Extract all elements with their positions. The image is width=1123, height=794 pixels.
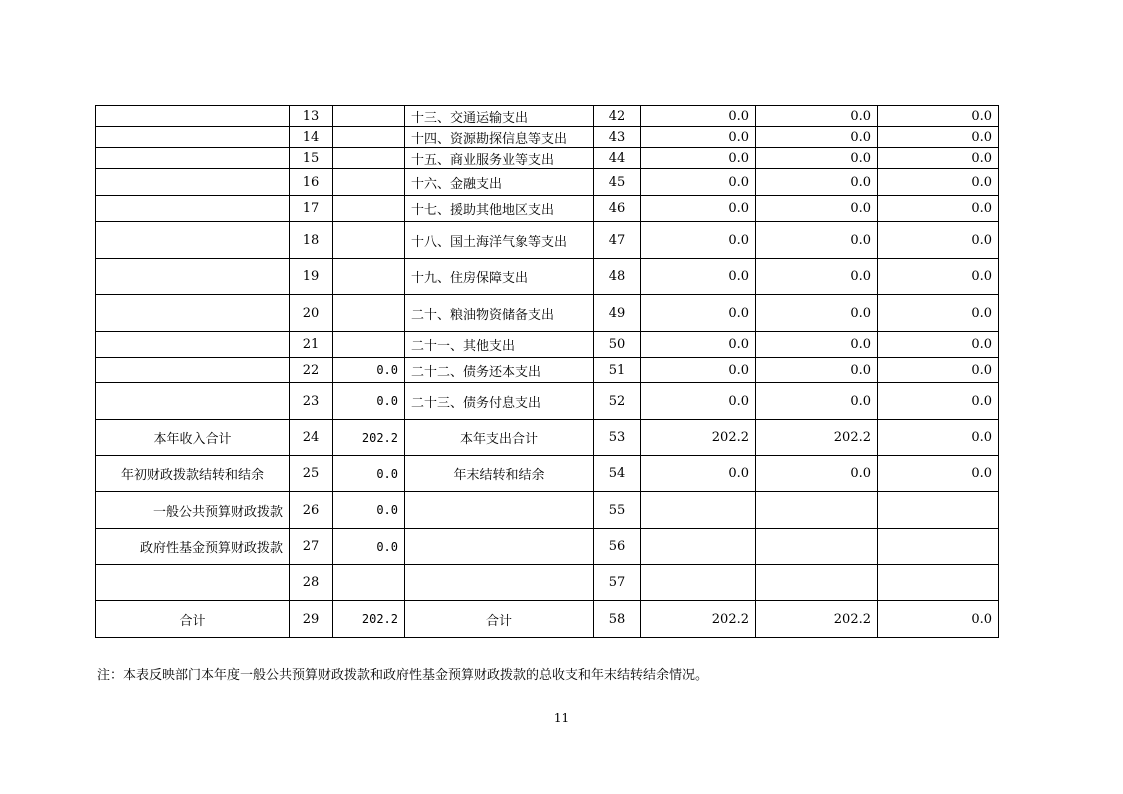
income-line-cell: 18 bbox=[290, 222, 333, 259]
general-budget-cell: 0.0 bbox=[756, 456, 878, 492]
table-row bbox=[96, 127, 999, 148]
general-budget-cell bbox=[756, 565, 878, 601]
expense-line-cell: 51 bbox=[594, 358, 641, 383]
income-amount-cell: 202.2 bbox=[333, 420, 405, 456]
expense-line-cell: 45 bbox=[594, 169, 641, 196]
general-budget-cell: 0.0 bbox=[756, 259, 878, 295]
expense-item-cell: 十九、住房保障支出 bbox=[405, 259, 594, 295]
income-line-cell: 20 bbox=[290, 295, 333, 332]
expense-line-cell: 47 bbox=[594, 222, 641, 259]
expense-line-cell: 57 bbox=[594, 565, 641, 601]
expense-total-cell: 0.0 bbox=[641, 148, 756, 169]
income-amount-cell bbox=[333, 169, 405, 196]
income-amount-cell bbox=[333, 222, 405, 259]
table-row bbox=[96, 383, 999, 420]
table-row bbox=[96, 106, 999, 127]
gov-fund-cell bbox=[878, 565, 999, 601]
gov-fund-cell: 0.0 bbox=[878, 196, 999, 222]
income-amount-cell bbox=[333, 148, 405, 169]
income-item-cell bbox=[96, 196, 290, 222]
general-budget-cell: 0.0 bbox=[756, 106, 878, 127]
expense-item-cell bbox=[405, 492, 594, 529]
income-amount-cell: 0.0 bbox=[333, 358, 405, 383]
income-item-cell: 本年收入合计 bbox=[96, 420, 290, 456]
income-line-cell: 27 bbox=[290, 529, 333, 565]
table-row bbox=[96, 601, 999, 638]
expense-item-cell: 本年支出合计 bbox=[405, 420, 594, 456]
table-row bbox=[96, 196, 999, 222]
income-line-cell: 29 bbox=[290, 601, 333, 638]
expense-total-cell bbox=[641, 492, 756, 529]
expense-total-cell: 0.0 bbox=[641, 169, 756, 196]
general-budget-cell: 202.2 bbox=[756, 420, 878, 456]
expense-line-cell: 44 bbox=[594, 148, 641, 169]
general-budget-cell: 0.0 bbox=[756, 383, 878, 420]
income-amount-cell bbox=[333, 259, 405, 295]
expense-line-cell: 48 bbox=[594, 259, 641, 295]
gov-fund-cell bbox=[878, 529, 999, 565]
expense-item-cell: 年末结转和结余 bbox=[405, 456, 594, 492]
income-line-cell: 28 bbox=[290, 565, 333, 601]
expense-line-cell: 43 bbox=[594, 127, 641, 148]
income-amount-cell bbox=[333, 127, 405, 148]
gov-fund-cell: 0.0 bbox=[878, 332, 999, 358]
income-amount-cell bbox=[333, 106, 405, 127]
expense-line-cell: 56 bbox=[594, 529, 641, 565]
income-item-cell bbox=[96, 358, 290, 383]
income-item-cell bbox=[96, 148, 290, 169]
expense-total-cell: 0.0 bbox=[641, 106, 756, 127]
table-row bbox=[96, 420, 999, 456]
income-line-cell: 24 bbox=[290, 420, 333, 456]
expense-line-cell: 53 bbox=[594, 420, 641, 456]
expense-total-cell: 0.0 bbox=[641, 196, 756, 222]
expense-item-cell bbox=[405, 529, 594, 565]
gov-fund-cell bbox=[878, 492, 999, 529]
income-amount-cell: 202.2 bbox=[333, 601, 405, 638]
gov-fund-cell: 0.0 bbox=[878, 358, 999, 383]
expense-line-cell: 54 bbox=[594, 456, 641, 492]
table-row bbox=[96, 456, 999, 492]
income-item-cell bbox=[96, 106, 290, 127]
income-line-cell: 19 bbox=[290, 259, 333, 295]
expense-item-cell: 二十、粮油物资储备支出 bbox=[405, 295, 594, 332]
table-row bbox=[96, 259, 999, 295]
income-item-cell: 年初财政拨款结转和结余 bbox=[96, 456, 290, 492]
income-line-cell: 21 bbox=[290, 332, 333, 358]
expense-item-cell: 合计 bbox=[405, 601, 594, 638]
income-amount-cell: 0.0 bbox=[333, 383, 405, 420]
income-item-cell bbox=[96, 565, 290, 601]
income-line-cell: 16 bbox=[290, 169, 333, 196]
expense-total-cell: 0.0 bbox=[641, 259, 756, 295]
general-budget-cell: 202.2 bbox=[756, 601, 878, 638]
expense-item-cell: 二十一、其他支出 bbox=[405, 332, 594, 358]
income-item-cell: 政府性基金预算财政拨款 bbox=[96, 529, 290, 565]
expense-item-cell: 十六、金融支出 bbox=[405, 169, 594, 196]
general-budget-cell: 0.0 bbox=[756, 358, 878, 383]
income-line-cell: 22 bbox=[290, 358, 333, 383]
income-amount-cell bbox=[333, 295, 405, 332]
income-amount-cell bbox=[333, 332, 405, 358]
expense-item-cell: 十七、援助其他地区支出 bbox=[405, 196, 594, 222]
income-item-cell bbox=[96, 295, 290, 332]
expense-line-cell: 46 bbox=[594, 196, 641, 222]
expense-line-cell: 52 bbox=[594, 383, 641, 420]
gov-fund-cell: 0.0 bbox=[878, 259, 999, 295]
income-item-cell: 合计 bbox=[96, 601, 290, 638]
expense-total-cell: 0.0 bbox=[641, 222, 756, 259]
gov-fund-cell: 0.0 bbox=[878, 127, 999, 148]
gov-fund-cell: 0.0 bbox=[878, 601, 999, 638]
income-item-cell bbox=[96, 383, 290, 420]
income-amount-cell: 0.0 bbox=[333, 492, 405, 529]
income-line-cell: 17 bbox=[290, 196, 333, 222]
table-row bbox=[96, 295, 999, 332]
table-row bbox=[96, 332, 999, 358]
expense-total-cell: 0.0 bbox=[641, 295, 756, 332]
expense-line-cell: 58 bbox=[594, 601, 641, 638]
table-row bbox=[96, 148, 999, 169]
income-item-cell bbox=[96, 127, 290, 148]
general-budget-cell: 0.0 bbox=[756, 222, 878, 259]
gov-fund-cell: 0.0 bbox=[878, 383, 999, 420]
expense-total-cell: 202.2 bbox=[641, 420, 756, 456]
table-row bbox=[96, 222, 999, 259]
general-budget-cell: 0.0 bbox=[756, 148, 878, 169]
expense-total-cell: 0.0 bbox=[641, 456, 756, 492]
expense-total-cell: 0.0 bbox=[641, 332, 756, 358]
expense-line-cell: 42 bbox=[594, 106, 641, 127]
income-line-cell: 14 bbox=[290, 127, 333, 148]
general-budget-cell: 0.0 bbox=[756, 169, 878, 196]
expense-line-cell: 55 bbox=[594, 492, 641, 529]
gov-fund-cell: 0.0 bbox=[878, 456, 999, 492]
general-budget-cell: 0.0 bbox=[756, 196, 878, 222]
table-row bbox=[96, 169, 999, 196]
income-amount-cell bbox=[333, 565, 405, 601]
income-amount-cell: 0.0 bbox=[333, 456, 405, 492]
expense-item-cell: 十四、资源勘探信息等支出 bbox=[405, 127, 594, 148]
income-line-cell: 23 bbox=[290, 383, 333, 420]
expense-total-cell: 0.0 bbox=[641, 127, 756, 148]
expense-item-cell: 二十二、债务还本支出 bbox=[405, 358, 594, 383]
general-budget-cell: 0.0 bbox=[756, 295, 878, 332]
table-note: 注：本表反映部门本年度一般公共预算财政拨款和政府性基金预算财政拨款的总收支和年末结转结余情况。 bbox=[97, 668, 709, 683]
expense-item-cell: 十八、国土海洋气象等支出 bbox=[405, 222, 594, 259]
gov-fund-cell: 0.0 bbox=[878, 420, 999, 456]
gov-fund-cell: 0.0 bbox=[878, 106, 999, 127]
income-amount-cell: 0.0 bbox=[333, 529, 405, 565]
expense-item-cell: 十三、交通运输支出 bbox=[405, 106, 594, 127]
expense-total-cell bbox=[641, 565, 756, 601]
gov-fund-cell: 0.0 bbox=[878, 169, 999, 196]
income-item-cell: 一般公共预算财政拨款 bbox=[96, 492, 290, 529]
table-row bbox=[96, 565, 999, 601]
gov-fund-cell: 0.0 bbox=[878, 148, 999, 169]
income-line-cell: 13 bbox=[290, 106, 333, 127]
general-budget-cell bbox=[756, 492, 878, 529]
general-budget-cell: 0.0 bbox=[756, 332, 878, 358]
expense-total-cell bbox=[641, 529, 756, 565]
budget-summary-table bbox=[95, 105, 999, 638]
expense-line-cell: 50 bbox=[594, 332, 641, 358]
income-item-cell bbox=[96, 259, 290, 295]
gov-fund-cell: 0.0 bbox=[878, 295, 999, 332]
general-budget-cell: 0.0 bbox=[756, 127, 878, 148]
gov-fund-cell: 0.0 bbox=[878, 222, 999, 259]
expense-line-cell: 49 bbox=[594, 295, 641, 332]
expense-item-cell: 二十三、债务付息支出 bbox=[405, 383, 594, 420]
table-row bbox=[96, 492, 999, 529]
expense-item-cell: 十五、商业服务业等支出 bbox=[405, 148, 594, 169]
income-item-cell bbox=[96, 222, 290, 259]
income-line-cell: 15 bbox=[290, 148, 333, 169]
page-number: 11 bbox=[553, 711, 570, 725]
expense-total-cell: 0.0 bbox=[641, 358, 756, 383]
table-row bbox=[96, 529, 999, 565]
income-amount-cell bbox=[333, 196, 405, 222]
income-item-cell bbox=[96, 169, 290, 196]
income-item-cell bbox=[96, 332, 290, 358]
table-row bbox=[96, 358, 999, 383]
general-budget-cell bbox=[756, 529, 878, 565]
income-line-cell: 25 bbox=[290, 456, 333, 492]
income-line-cell: 26 bbox=[290, 492, 333, 529]
expense-item-cell bbox=[405, 565, 594, 601]
expense-total-cell: 0.0 bbox=[641, 383, 756, 420]
expense-total-cell: 202.2 bbox=[641, 601, 756, 638]
